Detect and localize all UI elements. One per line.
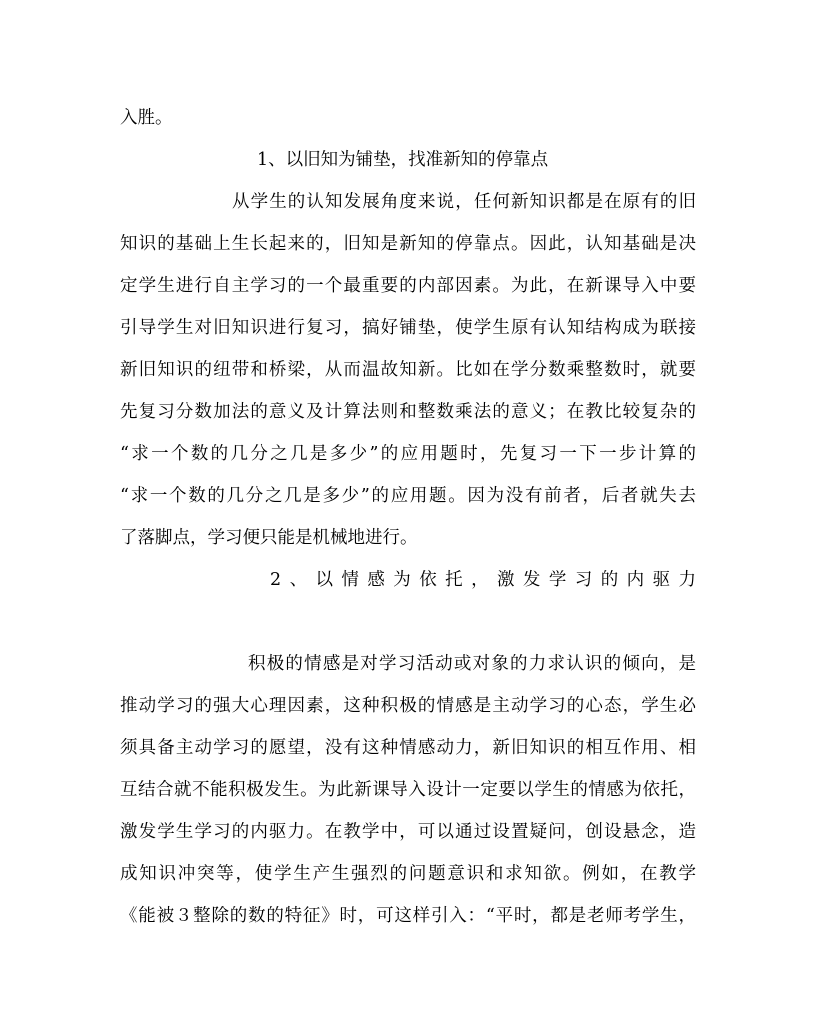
paragraph-line: 了落脚点，学习便只能是机械地进行。 <box>120 528 418 548</box>
paragraph-line: 激发学生学习的内驱力。在教学中，可以通过设置疑问，创设悬念，造 <box>120 822 696 842</box>
paragraph-line: 《能被３整除的数的特征》时，可这样引入：“平时，都是老师考学生， <box>120 906 696 926</box>
section-heading: 2、以情感为依托，激发学习的内驱力 <box>270 570 696 590</box>
paragraph-line: “求一个数的几分之几是多少”的应用题。因为没有前者，后者就失去 <box>120 486 696 506</box>
paragraph-line: 成知识冲突等，使学生产生强烈的问题意识和求知欲。例如，在教学 <box>120 864 696 884</box>
paragraph-line: 从学生的认知发展角度来说，任何新知识都是在原有的旧 <box>232 192 696 212</box>
paragraph-line: 知识的基础上生长起来的，旧知是新知的停靠点。因此，认知基础是决 <box>120 234 696 254</box>
paragraph-line: 定学生进行自主学习的一个最重要的内部因素。为此，在新课导入中要 <box>120 276 696 296</box>
paragraph-line: 新旧知识的纽带和桥梁，从而温故知新。比如在学分数乘整数时，就要 <box>120 360 696 380</box>
paragraph-line: 推动学习的强大心理因素，这种积极的情感是主动学习的心态，学生必 <box>120 696 696 716</box>
section-heading: 1、以旧知为铺垫，找准新知的停靠点 <box>257 150 549 170</box>
paragraph-line: “求一个数的几分之几是多少”的应用题时，先复习一下一步计算的 <box>120 444 696 464</box>
paragraph-line: 积极的情感是对学习活动或对象的力求认识的倾向，是 <box>248 654 696 674</box>
paragraph-line: 先复习分数加法的意义及计算法则和整数乘法的意义；在教比较复杂的 <box>120 402 696 422</box>
paragraph-line: 互结合就不能积极发生。为此新课导入设计一定要以学生的情感为依托， <box>120 780 696 800</box>
paragraph-line: 引导学生对旧知识进行复习，搞好铺垫，使学生原有认知结构成为联接 <box>120 318 696 338</box>
paragraph-line: 入胜。 <box>120 108 173 128</box>
paragraph-line: 须具备主动学习的愿望，没有这种情感动力，新旧知识的相互作用、相 <box>120 738 696 758</box>
